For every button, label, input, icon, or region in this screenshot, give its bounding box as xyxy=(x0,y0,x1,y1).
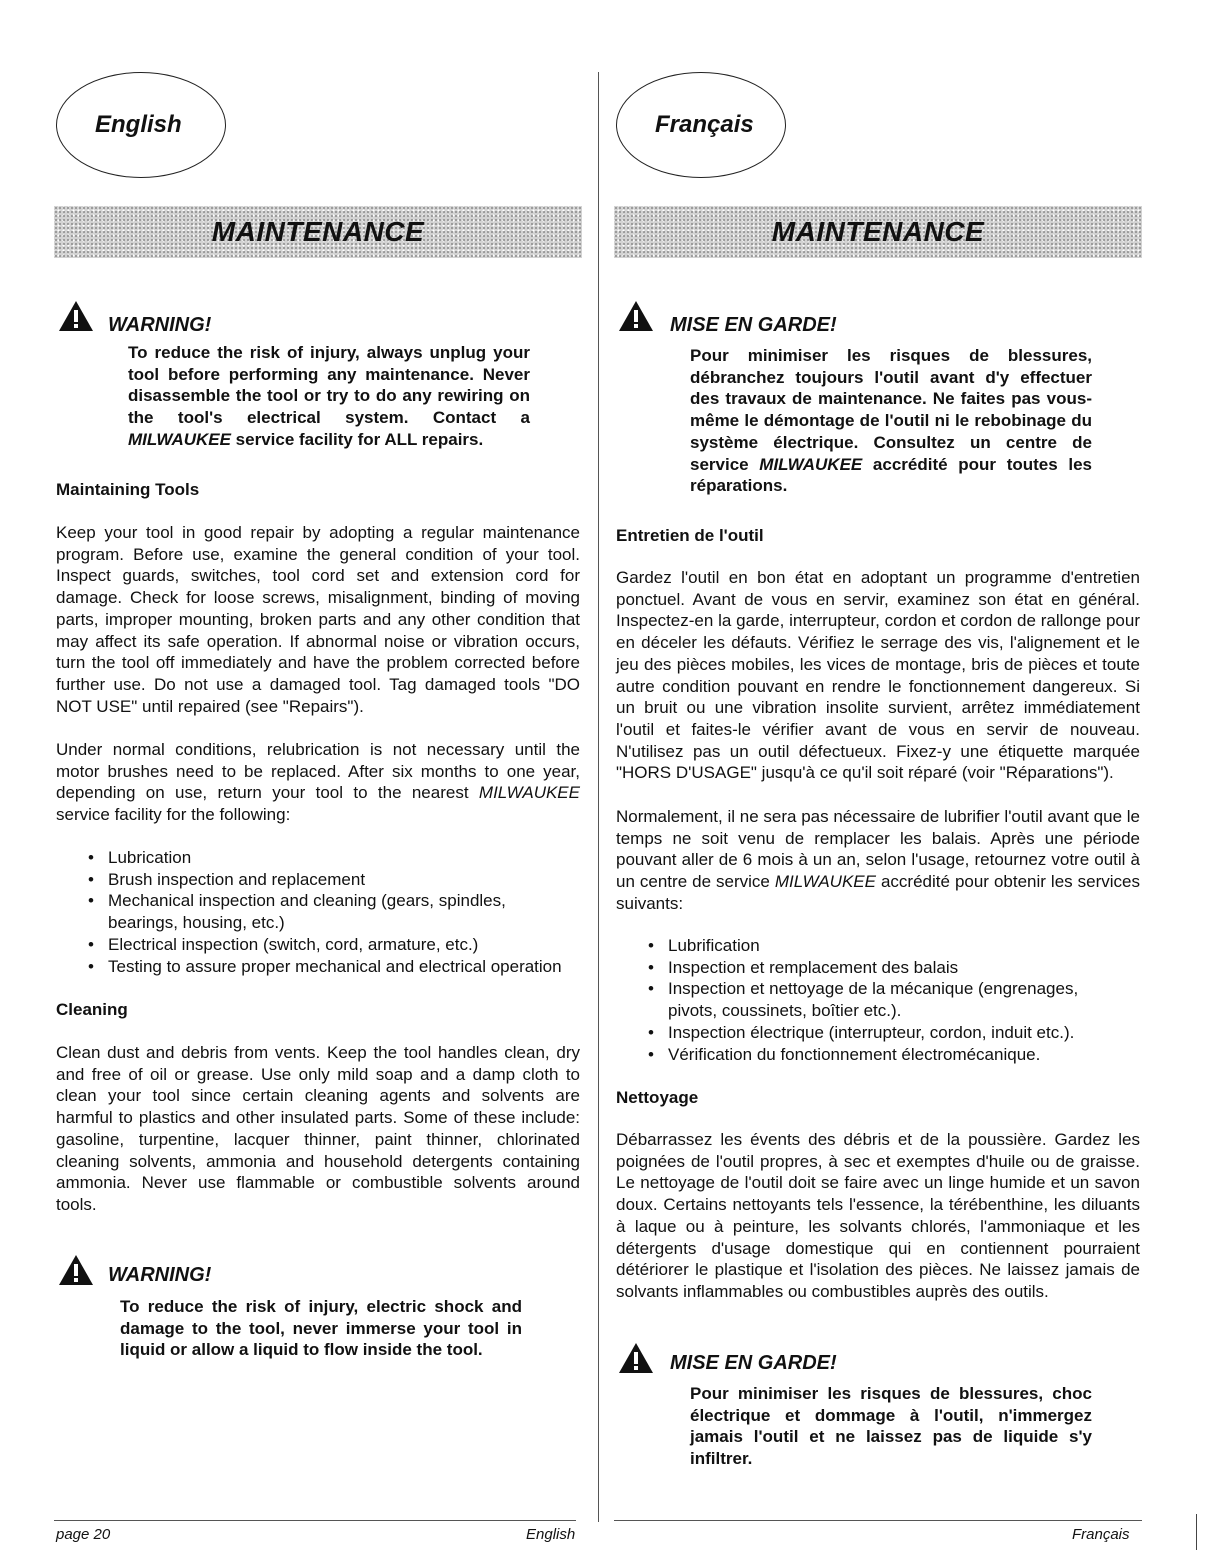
brand-name: MILWAUKEE xyxy=(759,454,863,474)
heading-maintaining-tools: Maintaining Tools xyxy=(56,480,200,499)
brand-name: MILWAUKEE xyxy=(128,429,231,449)
footer-page-number: page 20 xyxy=(56,1526,111,1543)
warning-title: WARNING! xyxy=(108,1264,212,1286)
section-banner xyxy=(614,206,1142,258)
warning-title: MISE EN GARDE! xyxy=(670,1352,837,1374)
service-list xyxy=(88,847,568,977)
paragraph-cleaning: Clean dust and debris from vents. Keep the tool handles clean, dry and free of oil or grease. Use only mild soap and a damp cloth to clean your tool since certain cleaning agents and solvents are harmful to plastics and other insulated parts. Some of these include: gasoline, turpentine, lacquer thinner, paint thinner, chlorinated cleaning solvents, ammonia and household detergents containing ammonia. Never use flammable or combustible solvents around tools. xyxy=(56,1043,580,1214)
service-list xyxy=(648,935,1128,1065)
footer-rule xyxy=(54,1520,576,1521)
heading-maintaining-tools: Entretien de l'outil xyxy=(616,526,764,545)
list-item: • Inspection et remplacement des balais xyxy=(648,957,959,977)
warning-text: Pour minimiser les risques de blessures, choc électrique et dommage à l'outil, n'immergez jamais l'outil et ne laissez pas de liquide s'y infiltrer. xyxy=(690,1384,1092,1469)
paragraph-maintaining: Keep your tool in good repair by adopting a regular maintenance program. Before use, examine the general condition of your tool. Inspect guards, switches, tool cord set and extension cord for damage. Check for loose screws, misalignment, binding of moving parts, improper mounting, broken parts and any other condition that may affect its safe operation. If abnormal noise or vibration occurs, turn the tool off immediately and have the problem corrected before further use. Do not use a damaged tool. Tag damaged tools "DO NOT USE" until repaired (see "Repairs"). xyxy=(56,523,580,716)
warning-text: To reduce the risk of injury, electric shock and damage to the tool, never immerse your tool in liquid or allow a liquid to flow inside the tool. xyxy=(120,1297,522,1360)
section-title: MAINTENANCE xyxy=(771,216,985,247)
list-item: • Brush inspection and replacement xyxy=(88,869,366,889)
warning-text: Pour minimiser les risques de blessures, débranchez toujours l'outil avant d'y effectuer des travaux de maintenance. Ne faites pas vous-même le démontage de l'outil ni le rebobinage du système électrique. Consultez un centre de service MILWAUKEE accrédité pour toutes les réparations. xyxy=(690,346,1093,496)
language-tag-oval xyxy=(56,72,226,178)
section-title: MAINTENANCE xyxy=(211,216,425,247)
heading-cleaning: Cleaning xyxy=(56,1000,128,1019)
section-banner xyxy=(54,206,582,258)
list-item: • Electrical inspection (switch, cord, armature, etc.) xyxy=(88,934,479,954)
list-item: • Lubrification xyxy=(648,936,760,955)
list-item: • Inspection électrique (interrupteur, cordon, induit etc.). xyxy=(648,1022,1075,1042)
warning-triangle-icon xyxy=(618,300,654,332)
paragraph-relubrication: Under normal conditions, relubrication is not necessary until the motor brushes need to be replaced. After six months to one year, depending on use, return your tool to the nearest MILWAUKEE service facility for the following: xyxy=(56,740,580,825)
list-item: • Lubrication xyxy=(88,848,192,867)
language-tag: English xyxy=(95,111,182,138)
brand-name: MILWAUKEE xyxy=(774,872,876,892)
warning-text: To reduce the risk of injury, always unplug your tool before performing any maintenance. Never disassemble the tool or try to do any rewiring on the tool's electrical system. Contact a MILWAUKEE service facility for ALL repairs. xyxy=(128,343,530,449)
heading-cleaning: Nettoyage xyxy=(616,1088,699,1107)
warning-triangle-icon xyxy=(58,1254,94,1286)
language-tag: Français xyxy=(655,111,754,138)
paragraph-cleaning: Débarrassez les évents des débris et de la poussière. Gardez les poignées de l'outil propres, à sec et exemptes d'huile ou de graisse. Le nettoyage de l'outil doit se faire avec un linge humide et un savon doux. Certains nettoyants tels l'essence, la térébenthine, les diluants à laque ou à peinture, les solvants chlorés, l'ammoniaque et les détergents d'usage domestique qui en contiennent pourraient détériorer le plastique et l'isolation des pièces. Ne laissez jamais de solvants inflammables ou combustibles auprès des outils. xyxy=(616,1130,1140,1301)
footer-language: Français xyxy=(1072,1526,1130,1543)
warning-title: WARNING! xyxy=(108,314,212,336)
paragraph-maintaining: Gardez l'outil en bon état en adoptant un programme d'entretien ponctuel. Avant de vous en servir, examinez son état en général. Inspectez-en la garde, interrupteur, cordon et cordon de rallonge pour en déceler les défauts. Vérifiez le serrage des vis, l'alignement et le jeu des pièces mobiles, les vices de montage, bris de pièces et toute autre condition pouvant en rendre le fonctionnement dangereux. Si un bruit ou une vibration insolite survient, arrêtez immédiatement l'outil et faites-le vérifier avant de vous en servir de nouveau. N'utilisez pas un outil défectueux. Fixez-y une étiquette marquée "HORS D'USAGE" jusqu'à ce qu'il soit réparé (voir "Réparations"). xyxy=(616,568,1140,783)
warning-title: MISE EN GARDE! xyxy=(670,314,837,336)
paragraph-relubrication: Normalement, il ne sera pas nécessaire de lubrifier l'outil avant que le temps ne soit venu de remplacer les balais. Après une période pouvant aller de 6 mois à un an, selon l'usage, retournez votre outil à un centre de service MILWAUKEE accrédité pour obtenir les services suivants: xyxy=(616,807,1140,913)
warning-triangle-icon xyxy=(618,1342,654,1374)
brand-name: MILWAUKEE xyxy=(478,783,580,803)
list-item: • Mechanical inspection and cleaning (gears, spindles, bearings, housing, etc.) xyxy=(88,891,506,933)
list-item: • Testing to assure proper mechanical and electrical operation xyxy=(88,956,562,976)
page-edge-mark xyxy=(1196,1514,1197,1550)
footer-rule xyxy=(614,1520,1142,1521)
list-item: • Vérification du fonctionnement électromécanique. xyxy=(648,1044,1041,1064)
footer-language: English xyxy=(526,1526,576,1543)
list-item: • Inspection et nettoyage de la mécanique (engrenages, pivots, coussinets, boîtier etc.). xyxy=(648,979,1079,1021)
column-divider xyxy=(598,72,599,1522)
warning-triangle-icon xyxy=(58,300,94,332)
language-tag-oval xyxy=(616,72,786,178)
